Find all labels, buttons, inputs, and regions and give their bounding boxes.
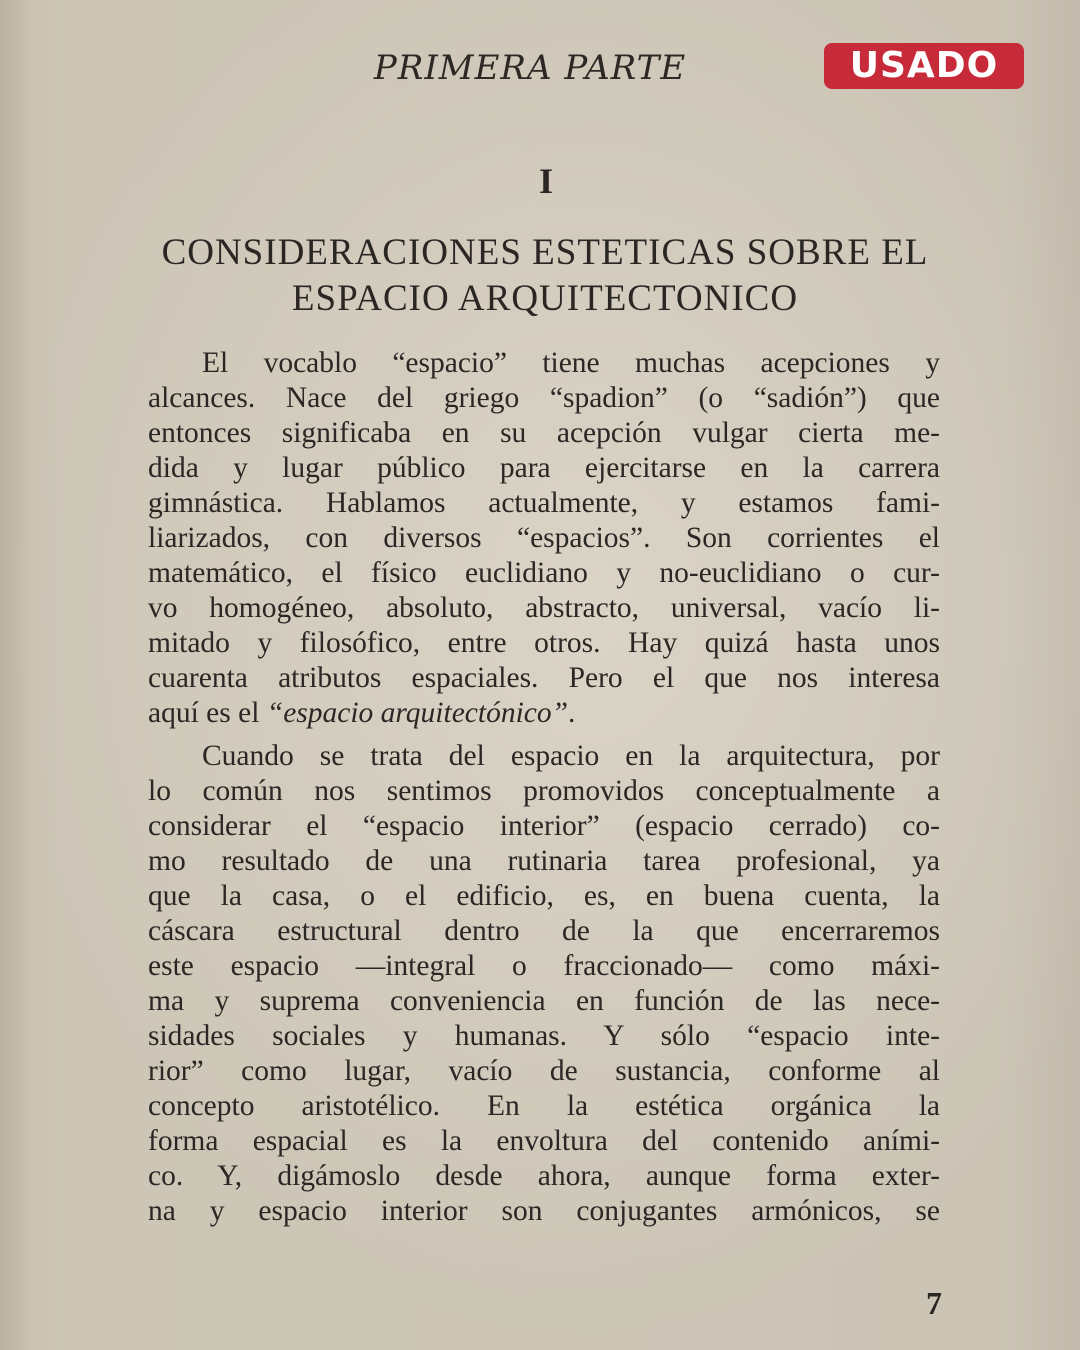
text-line: que la casa, o el edificio, es, en buena cuenta, la: [148, 880, 940, 912]
text-line: entonces significaba en su acepción vulgar cierta me-: [148, 417, 940, 449]
text-line: co. Y, digámoslo desde ahora, aunque forma exter-: [148, 1160, 940, 1192]
used-badge: USADO: [824, 43, 1024, 89]
text-line: El vocablo “espacio” tiene muchas acepciones y: [202, 347, 940, 379]
text-line: [148, 696, 940, 731]
text-line: cuarenta atributos espaciales. Pero el que nos interesa: [148, 662, 940, 694]
text-line: concepto aristotélico. En la estética orgánica la: [148, 1090, 940, 1122]
chapter-title-line: CONSIDERACIONES ESTETICAS SOBRE EL: [161, 232, 929, 273]
text-line: lo común nos sentimos promovidos conceptualmente a: [148, 775, 940, 807]
text-line: mo resultado de una rutinaria tarea profesional, ya: [148, 845, 940, 877]
text-line: sidades sociales y humanas. Y sólo “espacio inte-: [148, 1020, 940, 1052]
paragraph-1: [148, 346, 940, 731]
chapter-title: [145, 230, 945, 322]
text-fragment: .: [568, 697, 576, 729]
text-line: liarizados, con diversos “espacios”. Son corrientes el: [148, 522, 940, 554]
text-line: matemático, el físico euclidiano y no-euclidiano o cur-: [148, 557, 940, 589]
body-text: [148, 346, 940, 1237]
text-line: Cuando se trata del espacio en la arquitectura, por: [202, 740, 940, 772]
text-fragment: aquí es el: [148, 697, 267, 729]
chapter-title-line: ESPACIO ARQUITECTONICO: [291, 278, 799, 319]
running-head: PRIMERA PARTE: [373, 48, 687, 88]
text-line: mitado y filosófico, entre otros. Hay quizá hasta unos: [148, 627, 940, 659]
page-number: 7: [926, 1285, 942, 1321]
text-line: vo homogéneo, absoluto, abstracto, universal, vacío li-: [148, 592, 940, 624]
text-line: considerar el “espacio interior” (espacio cerrado) co-: [148, 810, 940, 842]
text-line: gimnástica. Hablamos actualmente, y estamos fami-: [148, 487, 940, 519]
text-line: na y espacio interior son conjugantes armónicos, se: [148, 1195, 940, 1227]
text-line: cáscara estructural dentro de la que encerraremos: [148, 915, 940, 947]
text-line: forma espacial es la envoltura del contenido aními-: [148, 1125, 940, 1157]
emphasized-term: “espacio arquitectónico”: [266, 697, 569, 729]
chapter-number: I: [538, 161, 553, 201]
text-line: ma y suprema conveniencia en función de las nece-: [148, 985, 940, 1017]
paragraph-2: [148, 739, 940, 1229]
text-line: alcances. Nace del griego “spadion” (o “sadión”) que: [148, 382, 940, 414]
text-line: dida y lugar público para ejercitarse en la carrera: [148, 452, 940, 484]
text-line: rior” como lugar, vacío de sustancia, conforme al: [148, 1055, 940, 1087]
text-line: este espacio —integral o fraccionado— como máxi-: [148, 950, 940, 982]
